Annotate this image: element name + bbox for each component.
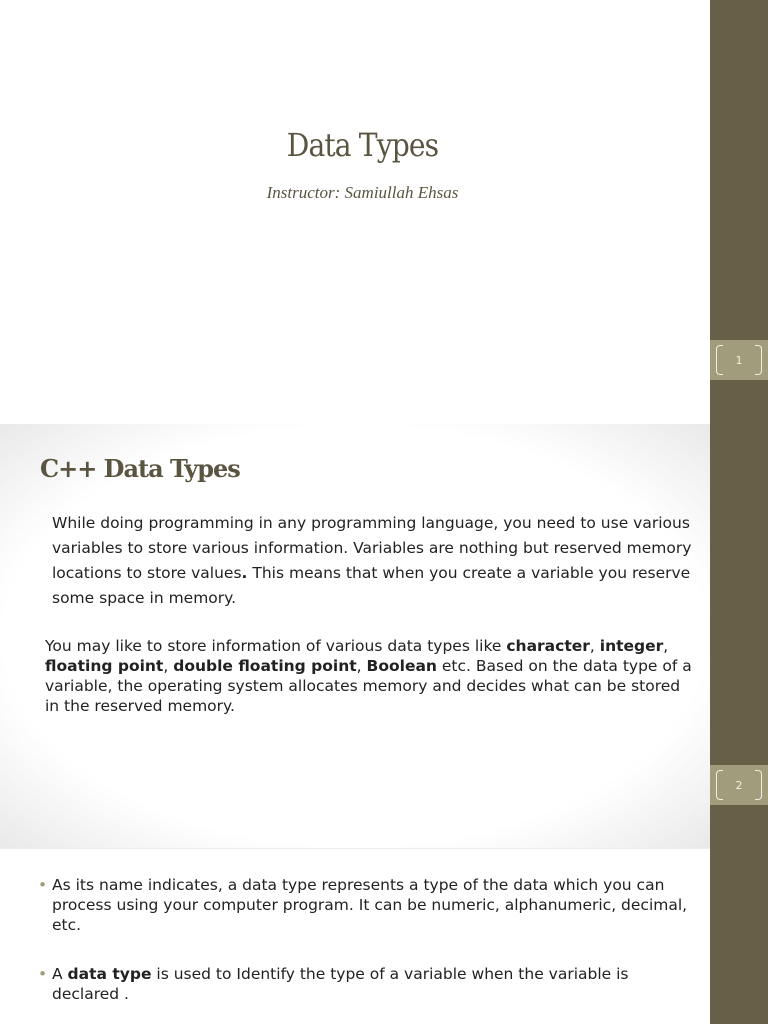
text: This means that when you create a variable you reserve some space in memory. — [52, 564, 691, 607]
slide-1 — [0, 0, 710, 424]
text: is used to Identify the type of a variable when the variable is declared . — [52, 965, 629, 1003]
paragraph — [52, 511, 702, 611]
bold-term: floating point — [45, 657, 164, 675]
paragraph — [45, 636, 695, 716]
text: You may like to store information of various data types like — [45, 637, 507, 655]
bold-term: Boolean — [366, 657, 437, 675]
text: . — [241, 564, 248, 582]
slide-number: 2 — [735, 778, 743, 792]
text: A — [52, 965, 68, 983]
text: , — [356, 657, 367, 675]
slide-2 — [0, 424, 710, 848]
bold-term: data type — [67, 965, 152, 983]
bullet-item — [38, 875, 692, 935]
slide-title: Data Types — [286, 126, 439, 164]
slide-subtitle: Instructor: Samiullah Ehsas — [266, 183, 459, 202]
bold-term: character — [506, 637, 590, 655]
bullet-icon: • — [38, 965, 48, 983]
bold-term: double floating point — [173, 657, 357, 675]
bracket-right-icon — [755, 770, 762, 800]
text: etc. Based on the data type of a variable, the operating system allocates memory and decides what can be stored in the reserved memory. — [45, 657, 692, 715]
bracket-left-icon — [716, 770, 723, 800]
bullet-item — [38, 964, 692, 1004]
bracket-left-icon — [716, 345, 723, 375]
slide-number-badge — [710, 765, 768, 805]
slide-3 — [0, 848, 710, 1025]
text: , — [663, 637, 669, 655]
slide-sidebar — [710, 0, 768, 1024]
text: , — [163, 657, 174, 675]
text: While doing programming in any programming language, you need to use various variables to store various information. Variables are nothing but reserved memory locations to store values — [52, 514, 692, 582]
bullet-icon: • — [38, 876, 48, 894]
text: , — [589, 637, 600, 655]
bracket-right-icon — [755, 345, 762, 375]
slide-number: 1 — [735, 353, 743, 367]
slide-number-badge — [710, 340, 768, 380]
slide-heading: C++ Data Types — [40, 454, 240, 483]
text: As its name indicates, a data type represents a type of the data which you can process using your computer program. It can be numeric, alphanumeric, decimal, etc. — [52, 876, 688, 934]
bold-term: integer — [599, 637, 664, 655]
